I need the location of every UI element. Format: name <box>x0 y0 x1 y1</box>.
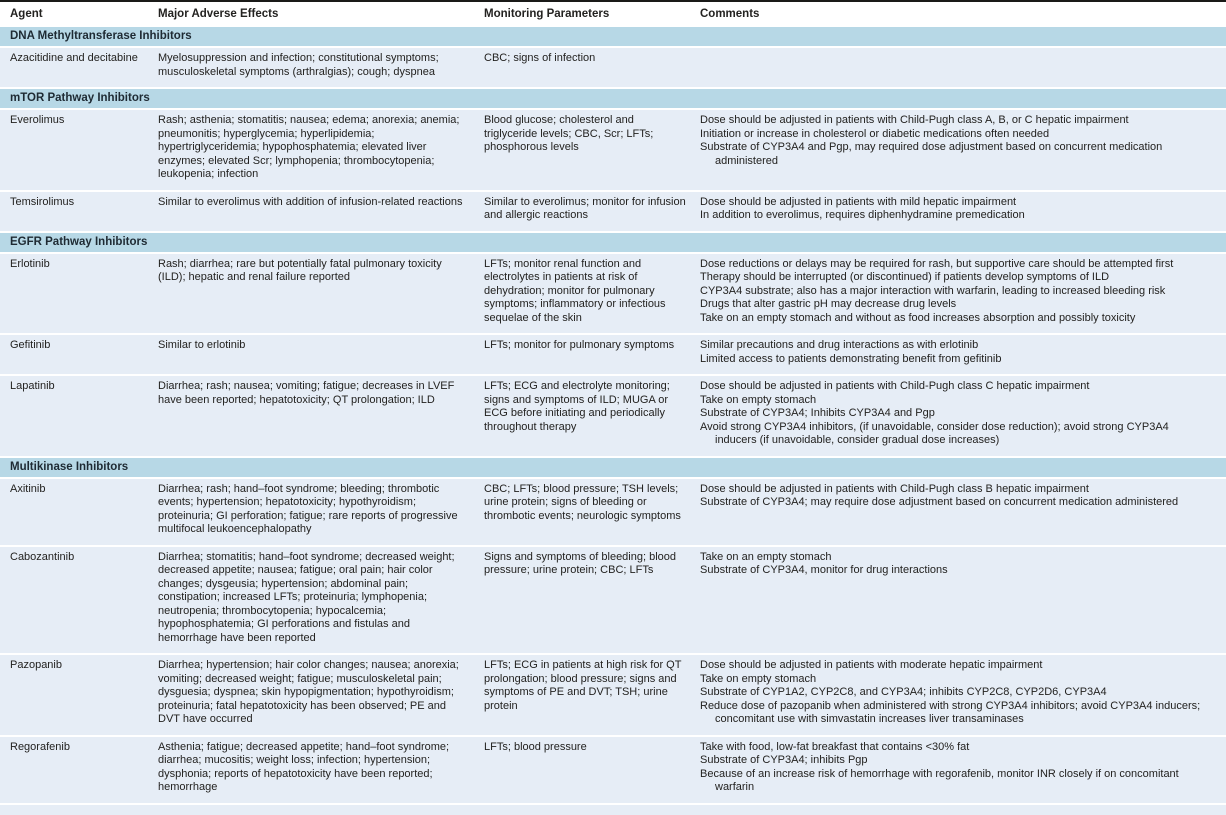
section-header: mTOR Pathway Inhibitors <box>0 89 1226 110</box>
adverse-effects-cell: Rash; asthenia; stomatitis; nausea; edema; anorexia; anemia; pneumonitis; hyperglycemia; hyperlipidemia; hypertriglyceridemia; hypophosphatemia; elevated liver enzymes; elevated Scr; lymphopenia; thrombocytopenia; leukopenia; infection <box>158 114 460 180</box>
comment-line: CYP3A4 substrate; also has a major interaction with warfarin, leading to increased bleeding risk <box>700 284 1166 297</box>
table-body <box>0 27 1226 805</box>
comments-cell <box>700 48 1226 87</box>
comment-line: Dose should be adjusted in patients with moderate hepatic impairment <box>700 659 1043 671</box>
adverse-effects-cell: Diarrhea; rash; nausea; vomiting; fatigue; decreases in LVEF have been reported; hepatotoxicity; QT prolongation; ILD <box>158 380 455 406</box>
comment-line: Dose should be adjusted in patients with Child-Pugh class C hepatic impairment <box>700 380 1090 392</box>
agent-cell: Azacitidine and decitabine <box>10 52 138 64</box>
agent-cell: Axitinib <box>10 482 46 495</box>
table-row <box>0 335 1226 376</box>
monitoring-cell: LFTs; monitor renal function and electrolytes in patients at risk of dehydration; monitor for pulmonary symptoms; inflammatory or infectious sequelae of the skin <box>484 257 666 324</box>
comment-line: Substrate of CYP3A4; Inhibits CYP3A4 and Pgp <box>700 407 935 419</box>
table-row <box>0 254 1226 336</box>
monitoring-cell: LFTs; ECG in patients at high risk for QT prolongation; blood pressure; signs and symptoms of PE and DVT; TSH; urine protein <box>484 659 682 712</box>
agent-cell: Pazopanib <box>10 659 62 671</box>
comment-line: Take on an empty stomach and without as food increases absorption and possibly toxicity <box>700 311 1136 324</box>
comment-line: Substrate of CYP3A4 and Pgp, may required dose adjustment based on concurrent medication administered <box>700 141 1163 167</box>
comment-line: Therapy should be interrupted (or discontinued) if patients develop symptoms of ILD <box>700 271 1110 283</box>
comment-line: Substrate of CYP3A4; may require dose adjustment based on concurrent medication administered <box>700 496 1179 508</box>
agent-cell: Everolimus <box>10 114 65 126</box>
comment-line: Take on empty stomach <box>700 393 817 406</box>
section-header: EGFR Pathway Inhibitors <box>0 233 1226 254</box>
comment-line: Dose should be adjusted in patients with mild hepatic impairment <box>700 195 1017 208</box>
monitoring-cell: Signs and symptoms of bleeding; blood pressure; urine protein; CBC; LFTs <box>484 550 677 576</box>
agent-cell: Temsirolimus <box>10 195 75 208</box>
table-row <box>0 110 1226 192</box>
comment-line: Similar precautions and drug interactions as with erlotinib <box>700 339 979 351</box>
column-header-agent: Agent <box>10 8 43 20</box>
table-header-row <box>0 2 1226 27</box>
adverse-effects-cell: Diarrhea; hypertension; hair color changes; nausea; anorexia; vomiting; decreased weight; fatigue; musculoskeletal pain; dysguesia; dyspnea; skin hypopigmentation; hypothyroidism; proteinuria; fatal hepatotoxicity has been observed; PE and DVT have occurred <box>158 659 459 725</box>
table-row <box>0 655 1226 737</box>
column-header-comments: Comments <box>700 8 760 20</box>
adverse-effects-cell: Similar to erlotinib <box>158 339 246 351</box>
adverse-effects-cell: Rash; diarrhea; rare but potentially fatal pulmonary toxicity (ILD); hepatic and renal failure reported <box>158 257 442 283</box>
comment-line: Substrate of CYP3A4; inhibits Pgp <box>700 754 868 766</box>
table-row <box>0 479 1226 547</box>
comment-line: Take with food, low-fat breakfast that contains <30% fat <box>700 740 970 753</box>
monitoring-cell: CBC; LFTs; blood pressure; TSH levels; urine protein; signs of bleeding or thrombotic events; neurologic symptoms <box>484 482 681 522</box>
comment-line: Dose should be adjusted in patients with Child-Pugh class A, B, or C hepatic impairment <box>700 114 1129 126</box>
table-row <box>0 547 1226 656</box>
table-row <box>0 737 1226 805</box>
comments-cell <box>700 254 1226 334</box>
adverse-effects-cell: Asthenia; fatigue; decreased appetite; hand–foot syndrome; diarrhea; mucositis; weight loss; infection; hypertension; dysphonia; reports of hepatotoxicity have been reported; hemorrhage <box>158 740 450 793</box>
table-row <box>0 48 1226 89</box>
comment-line: Take on an empty stomach <box>700 550 832 563</box>
monitoring-cell: Blood glucose; cholesterol and triglyceride levels; CBC, Scr; LFTs; phosphorous levels <box>484 114 654 153</box>
comment-line: Substrate of CYP3A4, monitor for drug interactions <box>700 564 948 576</box>
monitoring-cell: LFTs; ECG and electrolyte monitoring; signs and symptoms of ILD; MUGA or ECG before initiating and periodically throughout therapy <box>484 380 670 433</box>
partial-next-row <box>0 805 1226 815</box>
agent-cell: Gefitinib <box>10 339 51 351</box>
agent-cell: Lapatinib <box>10 380 55 392</box>
comment-line: Dose should be adjusted in patients with Child-Pugh class B hepatic impairment <box>700 482 1089 495</box>
comments-cell <box>700 335 1226 374</box>
adverse-effects-cell: Similar to everolimus with addition of infusion-related reactions <box>158 195 463 208</box>
adverse-effects-cell: Myelosuppression and infection; constitutional symptoms; musculoskeletal symptoms (arthralgias); cough; dyspnea <box>158 52 439 78</box>
column-header-monitoring: Monitoring Parameters <box>484 8 610 20</box>
comment-line: Dose reductions or delays may be required for rash, but supportive care should be attempted first <box>700 257 1174 270</box>
section-header: DNA Methyltransferase Inhibitors <box>0 27 1226 48</box>
agent-cell: Regorafenib <box>10 740 70 753</box>
monitoring-cell: CBC; signs of infection <box>484 52 596 64</box>
comments-cell <box>700 192 1226 231</box>
agent-cell: Erlotinib <box>10 257 50 270</box>
comment-line: Take on empty stomach <box>700 672 817 685</box>
monitoring-cell: Similar to everolimus; monitor for infusion and allergic reactions <box>484 195 686 221</box>
monitoring-cell: LFTs; monitor for pulmonary symptoms <box>484 339 675 351</box>
comment-line: Because of an increase risk of hemorrhage with regorafenib, monitor INR closely if on concomitant warfarin <box>700 767 1179 793</box>
comments-cell <box>700 547 1226 654</box>
adverse-effects-cell: Diarrhea; rash; hand–foot syndrome; bleeding; thrombotic events; hypertension; hepatotoxicity; hypothyroidism; proteinuria; GI perforation; fatigue; rare reports of progressive multifocal leukoencephalopathy <box>158 482 458 535</box>
comments-cell <box>700 110 1226 190</box>
section-header: Multikinase Inhibitors <box>0 458 1226 479</box>
table-row <box>0 376 1226 458</box>
comment-line: Avoid strong CYP3A4 inhibitors, (if unavoidable, consider dose reduction); avoid strong CYP3A4 inducers (if unavoidable, consider gradual dose increases) <box>700 420 1169 446</box>
comments-cell <box>700 479 1226 545</box>
comment-line: Substrate of CYP1A2, CYP2C8, and CYP3A4; inhibits CYP2C8, CYP2D6, CYP3A4 <box>700 686 1107 698</box>
comments-cell <box>700 737 1226 803</box>
comment-line: In addition to everolimus, requires diphenhydramine premedication <box>700 209 1025 221</box>
adverse-effects-cell: Diarrhea; stomatitis; hand–foot syndrome; decreased weight; decreased appetite; nausea; fatigue; oral pain; hair color changes; dysgeusia; hypertension; abdominal pain; constipation; increased LFTs; proteinuria; lymphopenia; neutropenia; thrombocytopenia; hypocalcemia; hypophosphatemia; GI perforations and fistulas and hemorrhage have been reported <box>158 550 455 644</box>
comment-line: Reduce dose of pazopanib when administered with strong CYP3A4 inhibitors; avoid CYP3A4 inducers; concomitant use with simvastatin increases liver transaminases <box>700 699 1201 725</box>
comment-line: Limited access to patients demonstrating benefit from gefitinib <box>700 352 1002 365</box>
comments-cell <box>700 376 1226 456</box>
comments-cell <box>700 655 1226 735</box>
comment-line: Drugs that alter gastric pH may decrease drug levels <box>700 298 957 310</box>
monitoring-cell: LFTs; blood pressure <box>484 740 587 753</box>
table-row <box>0 192 1226 233</box>
column-header-adverse: Major Adverse Effects <box>158 8 279 20</box>
comment-line: Initiation or increase in cholesterol or diabetic medications often needed <box>700 127 1050 140</box>
agent-cell: Cabozantinib <box>10 550 75 563</box>
